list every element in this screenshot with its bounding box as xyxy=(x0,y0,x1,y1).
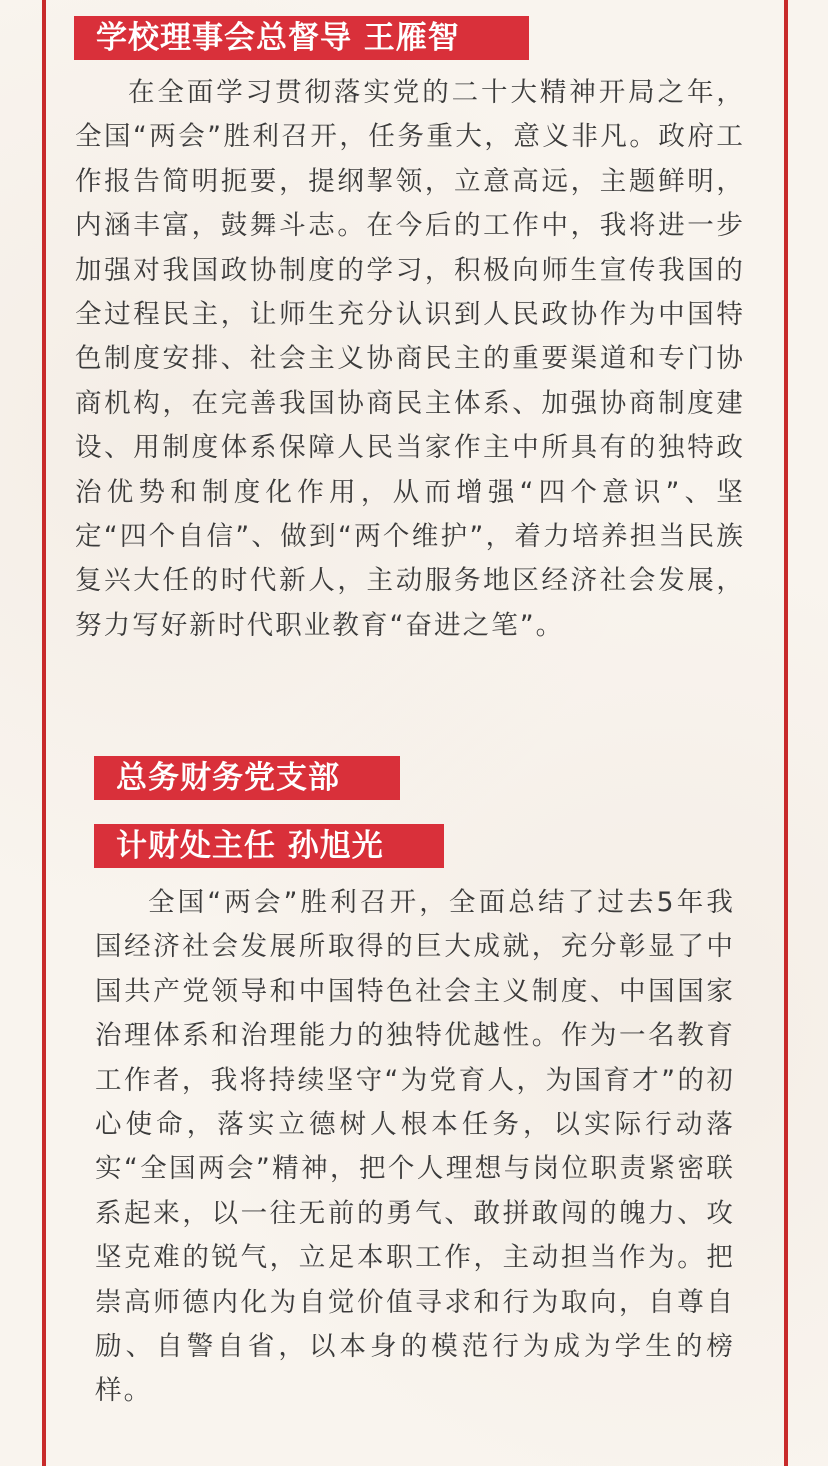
right-border-line xyxy=(784,0,788,1466)
left-border-line xyxy=(42,0,46,1466)
statement-paragraph-1: 在全面学习贯彻落实党的二十大精神开局之年，全国“两会”胜利召开，任务重大，意义非凡。政府工作报告简明扼要，提纲挈领，立意高远，主题鲜明，内涵丰富，鼓舞斗志。在今后的工作中，我将进一步加强对我国政协制度的学习，积极向师生宣传我国的全过程民主，让师生充分认识到人民政协作为中国特色制度安排、社会主义协商民主的重要渠道和专门协商机构，在完善我国协商民主体系、加强协商制度建设、用制度体系保障人民当家作主中所具有的独特政治优势和制度化作用，从而增强“四个意识”、坚定“四个自信”、做到“两个维护”，着力培养担当民族复兴大任的时代新人，主动服务地区经济社会发展，努力写好新时代职业教育“奋进之笔”。 xyxy=(75,77,745,641)
party-branch-label: 总务财务党支部 xyxy=(94,756,400,800)
speaker-title-wang-yanzhi: 学校理事会总督导 王雁智 xyxy=(74,16,529,60)
statement-paragraph-2: 全国“两会”胜利召开，全面总结了过去5年我国经济社会发展所取得的巨大成就，充分彰显了中国共产党领导和中国特色社会主义制度、中国国家治理体系和治理能力的独特优越性。作为一名教育工作者，我将持续坚守“为党育人，为国育才”的初心使命，落实立德树人根本任务，以实际行动落实“全国两会”精神，把个人理想与岗位职责紧密联系起来，以一往无前的勇气、敢拼敢闯的魄力、攻坚克难的锐气，立足本职工作，主动担当作为。把崇高师德内化为自觉价值寻求和行为取向，自尊自励、自警自省，以本身的模范行为成为学生的榜样。 xyxy=(95,887,735,1407)
speaker-title-sun-xuguang: 计财处主任 孙旭光 xyxy=(94,824,444,868)
